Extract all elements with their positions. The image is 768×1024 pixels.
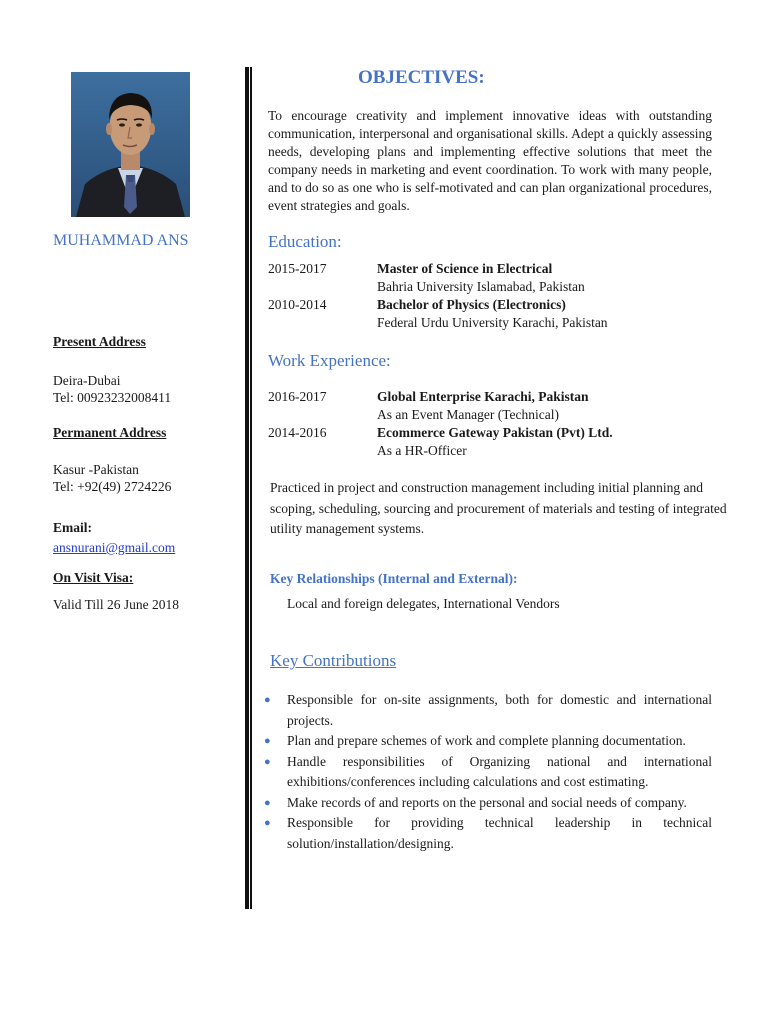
work-role: As a HR-Officer [377, 443, 467, 458]
work-company: Global Enterprise Karachi, Pakistan [377, 389, 589, 404]
work-summary: Practiced in project and construction management including initial planning and scoping, scheduling, sourcing and procurement of materials and testing of integrated utility management systems. [270, 480, 727, 536]
list-item: ● Plan and prepare schemes of work and complete planning documentation. [262, 731, 712, 752]
column-divider [245, 67, 249, 909]
present-address-label: Present Address [53, 334, 146, 349]
education-years: 2010-2014 [268, 297, 327, 312]
bullet-icon: ● [264, 735, 271, 747]
email-label: Email: [53, 520, 92, 535]
relationships-heading: Key Relationships (Internal and External): [270, 571, 518, 586]
education-institution: Federal Urdu University Karachi, Pakistan [377, 315, 608, 330]
list-item: ● Handle responsibilities of Organizing national and international exhibitions/conferences including calculations and cost estimating. [264, 753, 712, 789]
permanent-address: Kasur -Pakistan [53, 462, 139, 477]
visa-value: Valid Till 26 June 2018 [53, 597, 180, 612]
education-degree: Master of Science in Electrical [377, 261, 553, 276]
permanent-address-label: Permanent Address [53, 425, 167, 440]
present-address: Deira-Dubai [53, 373, 121, 388]
present-tel: Tel: 00923232008411 [53, 390, 172, 405]
list-item: ● Make records of and reports on the personal and social needs of company. [262, 793, 712, 814]
candidate-name: MUHAMMAD ANS [53, 232, 189, 249]
bullet-icon: ● [264, 755, 271, 768]
bullet-icon: ● [264, 796, 271, 809]
work-company: Ecommerce Gateway Pakistan (Pvt) Ltd. [377, 425, 613, 440]
relationships-text: Local and foreign delegates, International Vendors [287, 596, 560, 611]
contributions-list [262, 690, 712, 854]
bullet-icon: ● [264, 694, 271, 706]
list-item: ● Responsible for on-site assignments, both for domestic and international projects. [264, 692, 712, 728]
work-heading: Work Experience: [268, 351, 391, 370]
email-link[interactable]: ansnurani@gmail.com [53, 540, 176, 555]
contributions-heading: Key Contributions [270, 651, 397, 670]
work-years: 2016-2017 [268, 389, 327, 404]
work-role: As an Event Manager (Technical) [377, 407, 559, 422]
education-degree: Bachelor of Physics (Electronics) [377, 297, 566, 312]
bullet-icon: ● [264, 817, 271, 829]
objectives-text: To encourage creativity and implement innovative ideas with outstanding communication, interpersonal and organisational skills. Adept a quickly assessing needs, developing plans and implementing effective solutions that meet the company needs in marketing and event coordination. To work with many people, and to do so as one who is self-motivated and can plan organizational procedures, event strategies and goals. [268, 108, 712, 213]
objectives-heading: OBJECTIVES: [358, 67, 485, 88]
work-years: 2014-2016 [268, 425, 327, 440]
profile-photo [71, 72, 190, 217]
column-divider-thin [250, 67, 252, 909]
education-institution: Bahria University Islamabad, Pakistan [377, 279, 585, 294]
education-years: 2015-2017 [268, 261, 327, 276]
list-item: ● Responsible for providing technical leadership in technical solution/installation/designing. [264, 815, 712, 851]
visa-label: On Visit Visa: [53, 570, 134, 585]
education-heading: Education: [268, 232, 342, 251]
permanent-tel: Tel: +92(49) 2724226 [53, 479, 172, 494]
